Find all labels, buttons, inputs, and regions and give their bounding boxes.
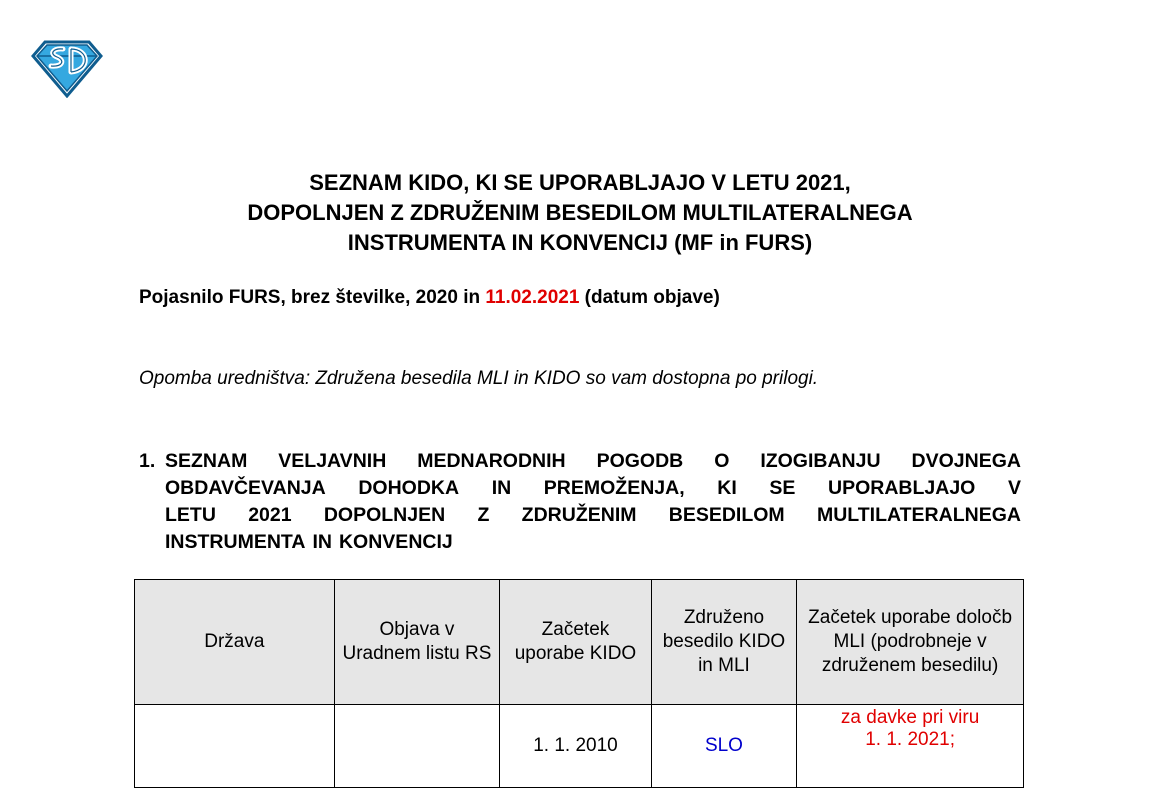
section-number: 1. bbox=[139, 450, 156, 472]
document-title bbox=[130, 168, 1030, 258]
section-heading bbox=[139, 448, 1021, 556]
title-line-1: SEZNAM KIDO, KI SE UPORABLJAJO V LETU 2021, bbox=[309, 170, 851, 195]
word: Z bbox=[477, 504, 490, 526]
word: LETU bbox=[165, 504, 216, 526]
subtitle-suffix: (datum objave) bbox=[579, 287, 720, 308]
word: VELJAVNIH bbox=[278, 450, 387, 472]
word: SEZNAM bbox=[165, 450, 248, 472]
word: IN bbox=[491, 477, 512, 499]
word: MULTILATERALNEGA bbox=[816, 504, 1021, 526]
start-date: 1. 1. 2010 bbox=[533, 735, 618, 756]
sd-diamond-logo-icon bbox=[31, 40, 103, 98]
consolidated-text-link[interactable]: SLO bbox=[704, 735, 743, 756]
word: POGODB bbox=[596, 450, 684, 472]
cell-zacetek bbox=[500, 705, 652, 788]
table-header-row bbox=[135, 580, 1024, 705]
word: BESEDILOM bbox=[668, 504, 785, 526]
word: OBDAVČEVANJA bbox=[165, 477, 326, 499]
section-line-2 bbox=[165, 475, 1021, 502]
header-drzava: Država bbox=[135, 580, 335, 705]
treaty-table bbox=[134, 579, 1024, 788]
table-row bbox=[135, 705, 1024, 788]
subtitle bbox=[139, 287, 720, 309]
word: MEDNARODNIH bbox=[417, 450, 566, 472]
editorial-note: Opomba uredništva: Združena besedila MLI in KIDO so vam dostopna po prilogi. bbox=[139, 368, 819, 389]
mli-note-line-1: za davke pri viru bbox=[840, 707, 980, 728]
cell-objava bbox=[334, 705, 500, 788]
cell-zdruzeno bbox=[651, 705, 796, 788]
title-line-3: INSTRUMENTA IN KONVENCIJ (MF in FURS) bbox=[347, 230, 813, 255]
word: IN bbox=[312, 531, 332, 553]
word: V bbox=[1007, 477, 1021, 499]
word: UPORABLJAJO bbox=[828, 477, 976, 499]
subtitle-prefix: Pojasnilo FURS, brez številke, 2020 in bbox=[139, 287, 486, 308]
word: KI bbox=[717, 477, 737, 499]
header-mli: Začetek uporabe določb MLI (podrobneje v združenem besedilu) bbox=[797, 580, 1024, 705]
word: IZOGIBANJU bbox=[760, 450, 881, 472]
word: DOPOLNJEN bbox=[323, 504, 446, 526]
section-line-3 bbox=[165, 502, 1021, 529]
header-zdruzeno: Združeno besedilo KIDO in MLI bbox=[651, 580, 796, 705]
word: KONVENCIJ bbox=[338, 531, 453, 553]
section-line-4 bbox=[165, 529, 1021, 556]
header-zacetek: Začetek uporabe KIDO bbox=[500, 580, 652, 705]
cell-mli bbox=[797, 705, 1024, 788]
word: DOHODKA bbox=[358, 477, 460, 499]
cell-drzava bbox=[135, 705, 335, 788]
section-line-1 bbox=[165, 448, 1021, 475]
title-line-2: DOPOLNJEN Z ZDRUŽENIM BESEDILOM MULTILATERALNEGA bbox=[247, 200, 913, 225]
word: ZDRUŽENIM bbox=[521, 504, 637, 526]
word: O bbox=[714, 450, 730, 472]
word: SE bbox=[769, 477, 796, 499]
word: 2021 bbox=[248, 504, 292, 526]
word: DVOJNEGA bbox=[911, 450, 1021, 472]
word: INSTRUMENTA bbox=[165, 531, 306, 553]
header-objava: Objava v Uradnem listu RS bbox=[334, 580, 500, 705]
mli-note-line-2: 1. 1. 2021; bbox=[865, 729, 955, 750]
subtitle-date: 11.02.2021 bbox=[485, 287, 580, 308]
word: PREMOŽENJA, bbox=[543, 477, 685, 499]
